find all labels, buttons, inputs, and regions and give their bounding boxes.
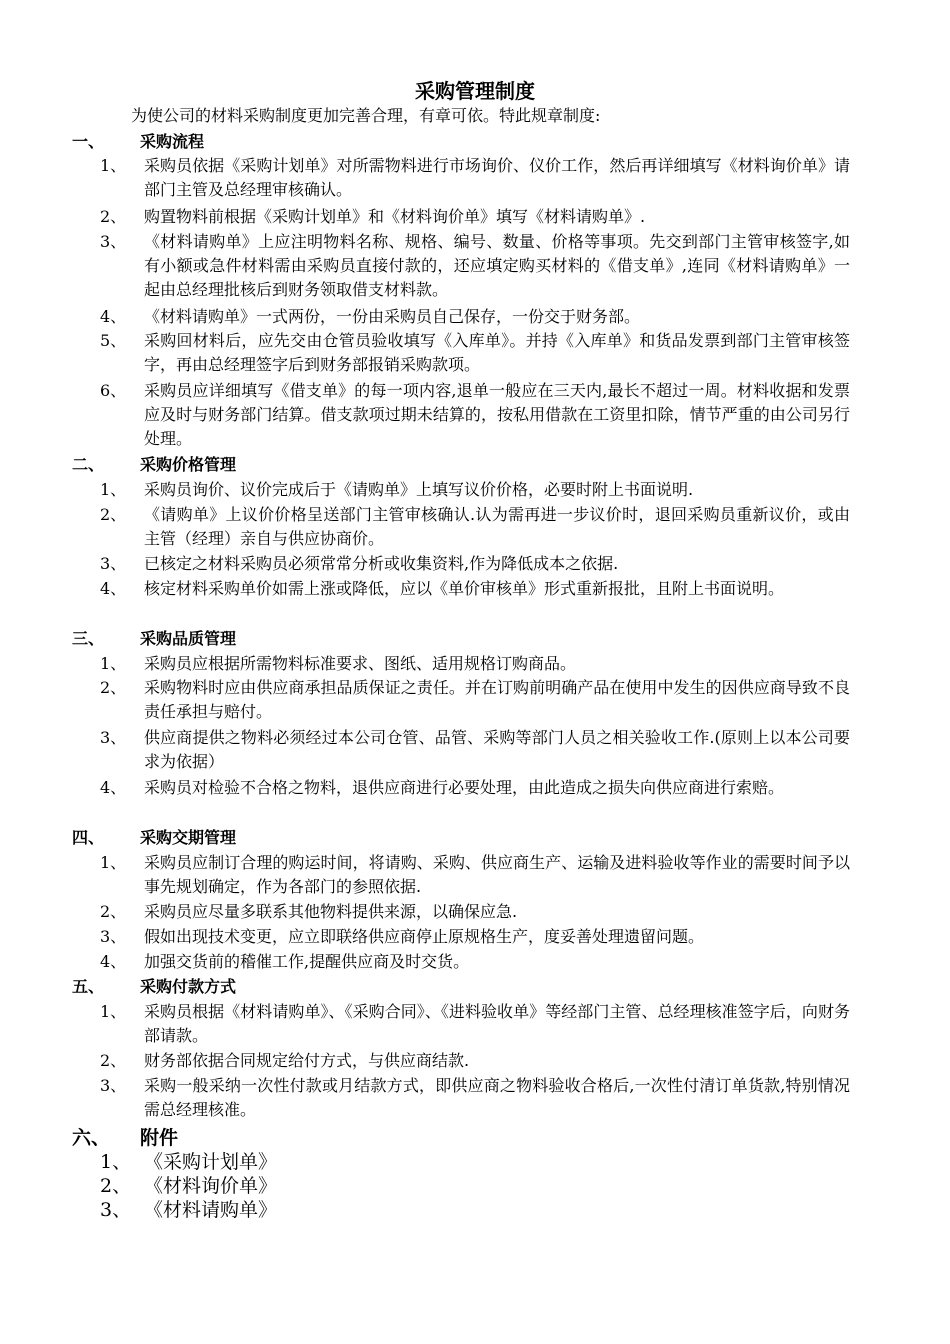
item-text: 《材料请购单》一式两份，一份由采购员自己保存，一份交于财务部。 — [144, 307, 641, 326]
item-text: 采购员应详细填写《借支单》的每一项内容,退单一般应在三天内,最长不超过一周。材料收据和发票应及时与财务部门结算。借支款项过期未结算的，按私用借款在工资里扣除，情节严重的由公司另行处理。 — [144, 381, 850, 448]
item-text: 采购员对检验不合格之物料，退供应商进行必要处理，由此造成之损失向供应商进行索赔。 — [144, 778, 785, 797]
item-text: 购置物料前根据《采购计划单》和《材料询价单》填写《材料请购单》. — [144, 207, 646, 226]
list-item — [100, 552, 850, 576]
section-title: 采购价格管理 — [140, 455, 237, 474]
section-number: 一、 — [72, 132, 105, 151]
list-item — [100, 1173, 850, 1200]
list-item — [100, 851, 850, 899]
list-item — [100, 478, 850, 502]
list-item — [100, 1000, 850, 1048]
item-number: 3、 — [100, 927, 127, 946]
section-title: 采购品质管理 — [140, 629, 237, 648]
item-number: 2、 — [100, 678, 127, 697]
section-title: 附件 — [140, 1127, 179, 1149]
item-number: 4、 — [100, 952, 127, 971]
item-number: 3、 — [100, 728, 127, 747]
item-text: 加强交货前的稽催工作,提醒供应商及时交货。 — [144, 952, 470, 971]
list-item — [100, 925, 850, 949]
list-item — [100, 329, 850, 377]
list-item — [100, 726, 850, 774]
section-title: 采购流程 — [140, 132, 205, 151]
item-number: 3、 — [100, 1076, 127, 1095]
list-item — [100, 1074, 850, 1122]
intro-paragraph: 为使公司的材料采购制度更加完善合理，有章可依。特此规章制度: — [131, 106, 601, 125]
list-item — [100, 205, 850, 229]
item-text: 《材料请购单》 — [144, 1199, 278, 1221]
section-number: 五、 — [72, 977, 105, 996]
item-text: 采购员根据《材料请购单》、《采购合同》、《进料验收单》等经部门主管、总经理核准签字后，向财务部请款。 — [144, 1002, 850, 1045]
item-number: 3、 — [100, 232, 127, 251]
item-text: 《请购单》上议价价格呈送部门主管审核确认.认为需再进一步议价时，退回采购员重新议价，或由主管（经理）亲自与供应协商价。 — [144, 505, 850, 548]
item-text: 采购员依据《采购计划单》对所需物料进行市场询价、仪价工作，然后再详细填写《材料询价单》请部门主管及总经理审核确认。 — [144, 156, 850, 199]
list-item — [100, 379, 850, 451]
list-item — [100, 950, 850, 974]
section-title: 采购交期管理 — [140, 828, 237, 847]
section-number: 六、 — [72, 1127, 111, 1149]
section-title: 采购付款方式 — [140, 977, 237, 996]
list-item — [100, 305, 850, 329]
item-number: 2、 — [100, 1175, 132, 1197]
item-text: 采购回材料后，应先交由仓管员验收填写《入库单》。并持《入库单》和货品发票到部门主管审核签字，再由总经理签字后到财务部报销采购款项。 — [144, 331, 850, 374]
item-number: 6、 — [100, 381, 127, 400]
item-number: 3、 — [100, 554, 127, 573]
item-text: 《材料请购单》上应注明物料名称、规格、编号、数量、价格等事项。先交到部门主管审核签字,如有小额或急件材料需由采购员直接付款的，还应填定购买材料的《借支单》,连同《材料请购单》一起由总经理批核后到财务领取借支材料款。 — [144, 232, 850, 299]
item-text: 采购员询价、议价完成后于《请购单》上填写议价价格，必要时附上书面说明. — [144, 480, 694, 499]
list-item — [100, 900, 850, 924]
list-item — [100, 503, 850, 551]
item-number: 2、 — [100, 902, 127, 921]
list-item — [100, 652, 850, 676]
item-text: 财务部依据合同规定给付方式，与供应商结款. — [144, 1051, 470, 1070]
item-text: 采购员应制订合理的购运时间，将请购、采购、供应商生产、运输及进料验收等作业的需要时间予以事先规划确定，作为各部门的参照依据. — [144, 853, 850, 896]
list-item — [100, 676, 850, 724]
item-number: 1、 — [100, 480, 127, 499]
item-number: 4、 — [100, 307, 127, 326]
item-number: 1、 — [100, 1151, 132, 1173]
list-item — [100, 1049, 850, 1073]
item-number: 2、 — [100, 505, 127, 524]
item-text: 供应商提供之物料必须经过本公司仓管、品管、采购等部门人员之相关验收工作.(原则上以本公司要求为依据） — [144, 728, 850, 771]
list-item — [100, 230, 850, 302]
list-item — [100, 154, 850, 202]
list-item — [100, 776, 850, 800]
item-number: 2、 — [100, 207, 127, 226]
list-item — [100, 1149, 850, 1176]
item-number: 1、 — [100, 853, 127, 872]
item-text: 采购一般采纳一次性付款或月结款方式，即供应商之物料验收合格后,一次性付清订单货款,特别情况需总经理核准。 — [144, 1076, 850, 1119]
item-number: 5、 — [100, 331, 127, 350]
item-number: 2、 — [100, 1051, 127, 1070]
section-number: 二、 — [72, 455, 105, 474]
item-number: 1、 — [100, 156, 127, 175]
item-text: 核定材料采购单价如需上涨或降低，应以《单价审核单》形式重新报批，且附上书面说明。 — [144, 579, 785, 598]
section-number: 四、 — [72, 828, 105, 847]
item-text: 《材料询价单》 — [144, 1175, 278, 1197]
item-text: 已核定之材料采购员必须常常分析或收集资料,作为降低成本之依据. — [144, 554, 619, 573]
item-number: 1、 — [100, 1002, 127, 1021]
list-item — [100, 577, 850, 601]
section-number: 三、 — [72, 629, 105, 648]
item-text: 采购员应根据所需物料标准要求、图纸、适用规格订购商品。 — [144, 654, 577, 673]
item-text: 采购员应尽量多联系其他物料提供来源，以确保应急. — [144, 902, 518, 921]
item-number: 4、 — [100, 778, 127, 797]
item-number: 3、 — [100, 1199, 132, 1221]
item-text: 采购物料时应由供应商承担品质保证之责任。并在订购前明确产品在使用中发生的因供应商导致不良责任承担与赔付。 — [144, 678, 850, 721]
list-item — [100, 1197, 850, 1224]
item-number: 1、 — [100, 654, 127, 673]
item-text: 《采购计划单》 — [144, 1151, 278, 1173]
document-title: 采购管理制度 — [415, 79, 535, 103]
item-text: 假如出现技术变更，应立即联络供应商停止原规格生产，度妥善处理遗留问题。 — [144, 927, 705, 946]
item-number: 4、 — [100, 579, 127, 598]
